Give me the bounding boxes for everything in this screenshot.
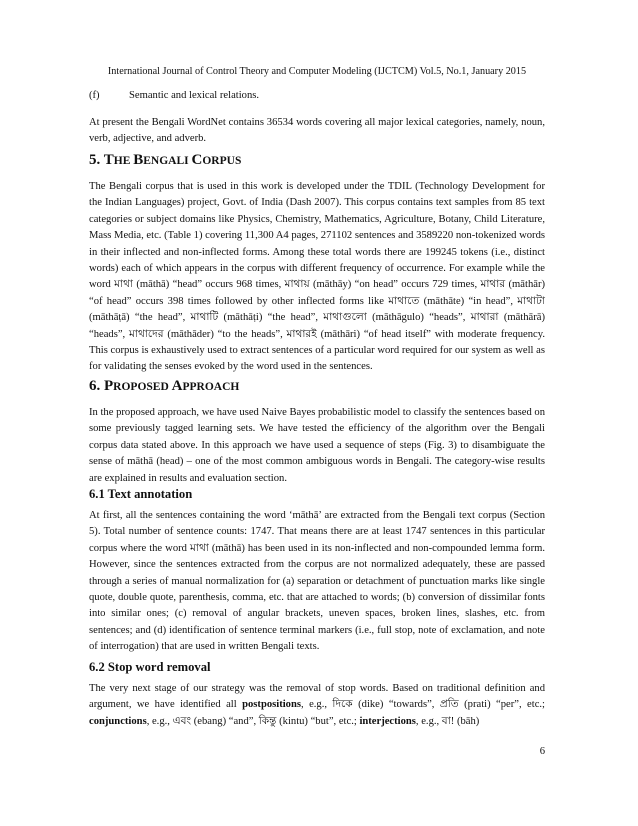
- section-6-1-heading: 6.1 Text annotation: [89, 487, 193, 501]
- section-6-2-paragraph: The very next stage of our strategy was the removal of stop words. Based on traditional definition and argument, we have identified all postpositions, e.g., দিকে (dike) “towards”, প্রতি (prati) “per”, etc.; conjunctions, e.g., এবং (ebang) “and”, কিন্তু (kintu) “but”, etc.; interjections, e.g., বা! (bāh): [89, 683, 545, 727]
- section-6-paragraph: In the proposed approach, we have used Naive Bayes probabilistic model to classify the sentences based on some previously tagged learning sets. We have tested the efficiency of the algorithm over the Bengali corpus data stated above. In this approach we have used a sequence of steps (Fig. 3) to disambiguate the sense of māthā (head) – one of the most common ambiguous words in Bengali. The category-wise results are explained in results and evaluation section.: [89, 407, 545, 484]
- intro-paragraph: At present the Bengali WordNet contains 36534 words covering all major lexical categories, namely, noun, verb, adjective, and adverb.: [89, 117, 545, 145]
- term-interjections: interjections: [359, 715, 416, 727]
- section-6-1-paragraph: At first, all the sentences containing the word ‘māthā’ are extracted from the Bengali text corpus (Section 5). Total number of sentence counts: 1747. That means there are at least 1747 sentences in this particular corpus where the word মাথা (māthā) has been used in its non-inflected and non-compounded lemma form. However, since the sentences extracted from the corpus are not normalized adequately, these are passed through a series of manual normalization for (a) separation or detachment of punctuation marks like single quote, double quote, parenthesis, comma, etc. that are attached to words; (b) conversion of dissimilar fonts into similar ones; (c) removal of angular brackets, uneven spaces, broken lines, slashes, etc. from sentences; and (d) identification of sentence terminal markers (i.e., full stop, note of exclamation, and note of interrogation) that are used in written Bengali texts.: [89, 510, 545, 653]
- list-item-label: (f): [89, 90, 100, 101]
- list-item-text: Semantic and lexical relations.: [129, 90, 260, 101]
- page-number: 6: [539, 746, 545, 757]
- term-conjunctions: conjunctions: [89, 715, 147, 727]
- section-6-2-heading: 6.2 Stop word removal: [89, 660, 211, 674]
- section-6-heading: 6. PROPOSED APPROACH: [89, 378, 240, 394]
- section-5-paragraph: The Bengali corpus that is used in this work is developed under the TDIL (Technology Development for the Indian Languages) project, Govt. of India (Dash 2007). This corpus contains text samples from 85 text categories or subject domains like Physics, Chemistry, Mathematics, Agriculture, Botany, Child Literature, Mass Media, etc. (Table 1) covering 11,300 A4 pages, 271102 sentences and 3589220 non-tokenized words in their inflected and non-inflected forms. Among these total words there are 199245 tokens (i.e., distinct words) each of which appears in the corpus with different frequency of occurrence. For example while the word মাথা (māthā) “head” occurs 968 times, মাথায় (māthāy) “on head” occurs 729 times, মাথার (māthār) “of head” occurs 398 times followed by other inflected forms like মাথাতে (māthāte) “in head”, মাথাটা (māthāṭā) “the head”, মাথাটি (māthāṭi) “the head”, মাথাগুলো (māthāgulo) “heads”, মাথারা (māthārā) “heads”, মাথাদের (māthāder) “to the heads”, মাথারই (māthāri) “of head itself” with moderate frequency. This corpus is exhaustively used to extract sentences of a particular word required for our system as well as for validating the senses evoked by the word used in the sentences.: [89, 181, 545, 373]
- list-item-f: [89, 88, 545, 104]
- section-6-number: 6.: [89, 378, 101, 394]
- section-5-heading: 5. THE BENGALI CORPUS: [89, 152, 242, 168]
- running-header: International Journal of Control Theory and Computer Modeling (IJCTCM) Vol.5, No.1, January 2015: [107, 66, 527, 77]
- section-5-number: 5.: [89, 152, 101, 168]
- term-postpositions: postpositions: [242, 699, 301, 711]
